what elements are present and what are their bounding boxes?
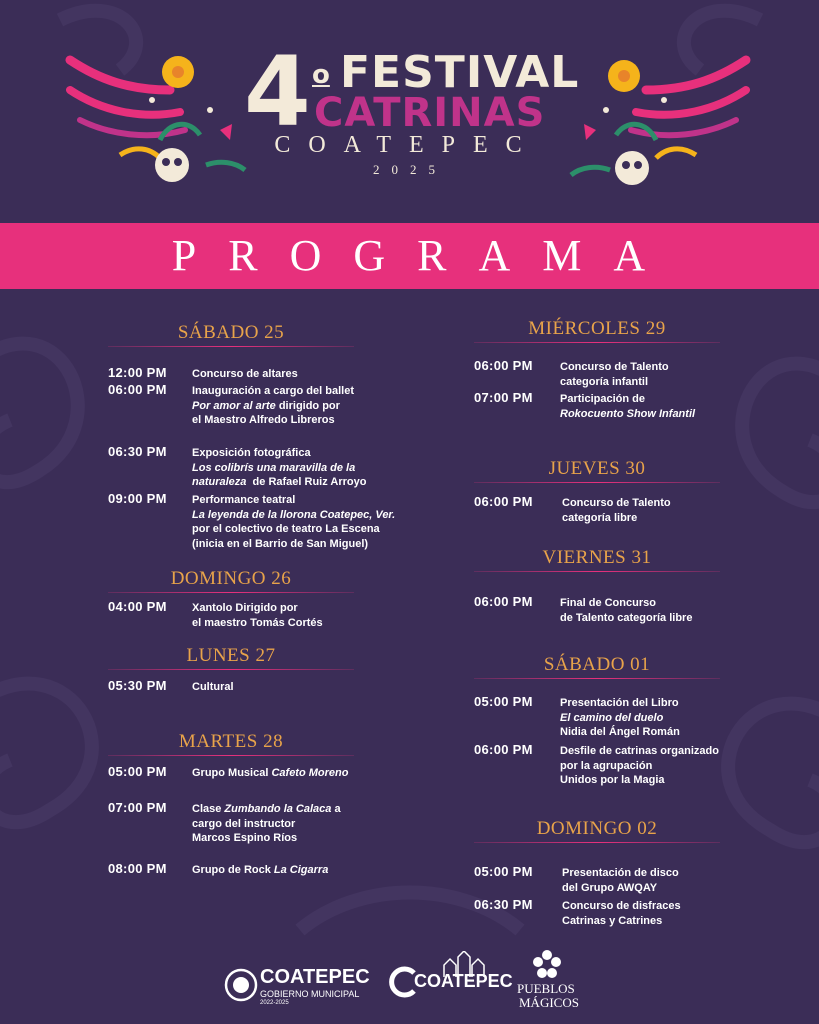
day-divider (474, 842, 720, 843)
day-heading (108, 568, 354, 593)
sponsor-logos (0, 945, 819, 1024)
event-description (560, 596, 790, 625)
left-floral-skull-decoration (60, 40, 250, 190)
day-name: LUNES 27 (186, 645, 276, 666)
event-line-text: Clase (192, 803, 222, 815)
festival-header (0, 0, 819, 220)
event-line-text: Grupo Musical (192, 767, 269, 779)
event-description (192, 863, 422, 878)
day-name: MARTES 28 (178, 731, 284, 752)
day-heading (474, 458, 720, 483)
day-heading (474, 654, 720, 679)
event-line: el maestro Tomás Cortés (192, 616, 323, 629)
event-italic: Zumbando la Calaca (224, 803, 332, 815)
event-line: La leyenda de la llorona Coatepec, Ver. (192, 508, 396, 521)
event-description (192, 493, 422, 551)
event-description (562, 899, 792, 928)
event-line: El camino del duelo (560, 711, 664, 724)
programa-title: PROGRAMA (171, 231, 678, 280)
event-time: 06:30 PM (108, 444, 167, 459)
edition-number: 4 (244, 36, 311, 148)
event-italic: La Cigarra (273, 864, 329, 876)
event-line: Concurso de altares (192, 368, 298, 380)
event-line: Presentación del Libro (560, 697, 679, 709)
edition-ordinal: o (312, 60, 330, 90)
event-description (192, 367, 422, 382)
event-description (562, 496, 792, 525)
event-description (192, 601, 422, 630)
event-description (192, 384, 422, 428)
event-line-text: a (334, 803, 341, 815)
day-heading (474, 318, 720, 343)
day-name: DOMINGO 02 (536, 818, 658, 839)
event-description (560, 392, 790, 421)
day-divider (108, 755, 354, 756)
event-line: categoría libre (562, 511, 638, 524)
event-line-text: Grupo de Rock (192, 864, 271, 876)
event-line: Desfile de catrinas organizado (560, 745, 719, 757)
day-heading (108, 645, 354, 670)
day-heading (108, 322, 354, 347)
day-name: MIÉRCOLES 29 (528, 318, 666, 339)
coatepec-brand-logo: COATEPEC (414, 971, 513, 991)
event-italic: Por amor al arte (192, 399, 276, 412)
event-time: 06:30 PM (474, 897, 533, 912)
event-time: 06:00 PM (474, 358, 533, 373)
event-line-text: dirigido por (278, 399, 340, 412)
day-name: VIERNES 31 (542, 547, 652, 568)
event-line (192, 475, 422, 490)
catrinas-title: CATRINAS (314, 90, 546, 136)
programa-banner (0, 223, 819, 289)
event-line: cargo del instructor (192, 817, 296, 830)
event-italic: naturaleza (192, 476, 247, 488)
event-description (560, 696, 790, 740)
pueblos-label: PUEBLOS (517, 981, 575, 996)
day-name: SÁBADO 01 (543, 654, 651, 675)
event-line: Inauguración a cargo del ballet (192, 385, 354, 397)
festival-year: 2025 (373, 162, 447, 177)
day-divider (108, 346, 354, 347)
coatepec-municipal-title: COATEPEC (260, 966, 370, 988)
event-line: Rokocuento Show Infantil (560, 407, 696, 420)
event-time: 06:00 PM (108, 382, 167, 397)
day-divider (108, 669, 354, 670)
magicos-label: MÁGICOS (519, 995, 579, 1010)
day-name: JUEVES 30 (548, 458, 646, 479)
event-time: 05:00 PM (108, 764, 167, 779)
event-description (560, 360, 790, 389)
event-description (562, 866, 792, 895)
event-time: 07:00 PM (474, 390, 533, 405)
event-line: del Grupo AWQAY (562, 881, 658, 894)
event-line: categoría infantil (560, 375, 649, 388)
event-line (192, 863, 422, 878)
event-line (192, 802, 422, 817)
event-description (192, 446, 422, 490)
event-line: Xantolo Dirigido por (192, 602, 298, 614)
event-line: Concurso de Talento (560, 361, 669, 373)
event-time: 04:00 PM (108, 599, 167, 614)
event-time: 08:00 PM (108, 861, 167, 876)
day-heading (474, 547, 720, 572)
event-line: Presentación de disco (562, 867, 679, 879)
festival-title: FESTIVAL (340, 47, 580, 98)
event-italic: Cafeto Moreno (271, 767, 349, 779)
coatepec-municipal-years: 2022-2025 (260, 1000, 289, 1006)
right-floral-skull-decoration (566, 40, 756, 190)
church-illustration-icon (440, 951, 486, 979)
event-line: Cultural (192, 681, 234, 693)
event-time: 06:00 PM (474, 742, 533, 757)
day-divider (108, 592, 354, 593)
city-title: COATEPEC (274, 132, 540, 158)
day-divider (474, 571, 720, 572)
event-description (192, 680, 422, 695)
event-line: Concurso de disfraces (562, 900, 681, 912)
event-line: por la agrupación (560, 759, 653, 772)
event-time: 07:00 PM (108, 800, 167, 815)
event-line: Exposición fotográfica (192, 447, 311, 459)
event-line: Concurso de Talento (562, 497, 671, 509)
event-time: 06:00 PM (474, 594, 533, 609)
event-line: Participación de (560, 393, 645, 405)
event-time: 12:00 PM (108, 365, 167, 380)
event-time: 05:00 PM (474, 694, 533, 709)
event-line: Performance teatral (192, 494, 296, 506)
event-line: Los colibrís una maravilla de la (192, 461, 356, 474)
event-line: el Maestro Alfredo Libreros (192, 414, 335, 426)
event-description (560, 744, 790, 788)
event-line (192, 766, 422, 781)
event-description (192, 766, 422, 781)
coatepec-municipal-subtitle: GOBIERNO MUNICIPAL (260, 989, 360, 999)
event-line: por el colectivo de teatro La Escena (192, 523, 380, 535)
event-line: Marcos Espino Ríos (192, 832, 298, 844)
event-line: de Talento categoría libre (560, 611, 693, 624)
event-line-text: de Rafael Ruiz Arroyo (252, 476, 367, 488)
event-line: Unidos por la Magia (560, 774, 665, 786)
event-time: 05:00 PM (474, 864, 533, 879)
event-time: 09:00 PM (108, 491, 167, 506)
day-divider (474, 678, 720, 679)
day-divider (474, 342, 720, 343)
pueblos-magicos-flower-icon (532, 949, 562, 979)
event-time: 05:30 PM (108, 678, 167, 693)
day-heading (108, 731, 354, 756)
day-name: DOMINGO 26 (170, 568, 292, 589)
event-time: 06:00 PM (474, 494, 533, 509)
day-name: SÁBADO 25 (177, 322, 285, 343)
event-description (192, 802, 422, 846)
event-line: Final de Concurso (560, 597, 656, 609)
event-line: Catrinas y Catrines (562, 914, 663, 927)
municipal-seal-icon (224, 967, 258, 1003)
event-line: Nidia del Ángel Román (560, 726, 680, 738)
day-divider (474, 482, 720, 483)
day-heading (474, 818, 720, 843)
event-line: (inicia en el Barrio de San Miguel) (192, 537, 369, 550)
event-line (192, 399, 422, 414)
